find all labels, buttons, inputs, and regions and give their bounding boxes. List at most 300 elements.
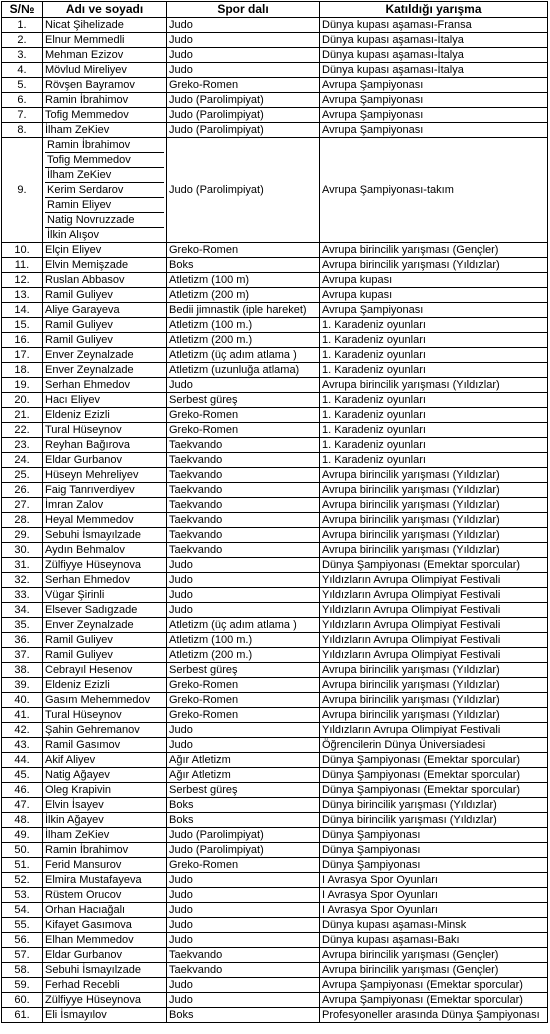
row-name: Elsever Sadıgzade — [43, 603, 167, 618]
row-number: 38. — [2, 663, 43, 678]
table-row — [2, 693, 548, 708]
table-row — [2, 48, 548, 63]
row-name: Tofig Memmedov — [43, 108, 167, 123]
row-number: 2. — [2, 33, 43, 48]
row-event: Yıldızların Avrupa Olimpiyat Festivali — [320, 588, 548, 603]
row-name: Serhan Ehmedov — [43, 378, 167, 393]
row-sport: Atletizm (100 m.) — [167, 633, 320, 648]
table-row — [2, 933, 548, 948]
row-event: Avrupa birincilik yarışması (Yıldızlar) — [320, 513, 548, 528]
row-event: Avrupa birincilik yarışması (Yıldızlar) — [320, 678, 548, 693]
row-event: Avrupa birincilik yarışması (Yıldızlar) — [320, 483, 548, 498]
row-number: 50. — [2, 843, 43, 858]
row-name: Aydın Behmalov — [43, 543, 167, 558]
row-sport: Taekvando — [167, 513, 320, 528]
row-name: Ramil Guliyev — [43, 648, 167, 663]
row-number: 60. — [2, 993, 43, 1008]
table-row — [2, 318, 548, 333]
table-row — [2, 903, 548, 918]
row-name: Şahin Gehremanov — [43, 723, 167, 738]
row-sport: Judo — [167, 18, 320, 33]
row-sport: Boks — [167, 813, 320, 828]
row-event: 1. Karadeniz oyunları — [320, 438, 548, 453]
row-sport: Taekvando — [167, 468, 320, 483]
table-row — [2, 453, 548, 468]
row-number: 54. — [2, 903, 43, 918]
table-row — [2, 108, 548, 123]
row-sport: Judo (Parolimpiyat) — [167, 93, 320, 108]
row-number: 51. — [2, 858, 43, 873]
row-sport: Atletizm (üç adım atlama ) — [167, 348, 320, 363]
row-sport: Serbest güreş — [167, 783, 320, 798]
table-row — [2, 288, 548, 303]
table-row — [2, 438, 548, 453]
row-number: 48. — [2, 813, 43, 828]
row-sport: Judo (Parolimpiyat) — [167, 108, 320, 123]
row-name: Ramil Guliyev — [43, 633, 167, 648]
table-row — [2, 423, 548, 438]
table-row — [2, 633, 548, 648]
row-number: 52. — [2, 873, 43, 888]
row-sport: Judo — [167, 738, 320, 753]
row-event: Dünya kupası aşaması-İtalya — [320, 48, 548, 63]
row-sport: Taekvando — [167, 453, 320, 468]
table-row — [2, 33, 548, 48]
row-number: 42. — [2, 723, 43, 738]
row-event: Dünya Şampiyonası (Emektar sporcular) — [320, 558, 548, 573]
row-event: Dünya Şampiyonası (Emektar sporcular) — [320, 783, 548, 798]
row-event: Dünya Şampiyonası (Emektar sporcular) — [320, 768, 548, 783]
row-sport: Judo (Parolimpiyat) — [167, 138, 320, 243]
table-row — [2, 378, 548, 393]
row-name: Cebrayıl Hesenov — [43, 663, 167, 678]
row-number: 40. — [2, 693, 43, 708]
table-row — [2, 483, 548, 498]
row-sport: Taekvando — [167, 528, 320, 543]
table-row — [2, 468, 548, 483]
table-row — [2, 753, 548, 768]
row-event: Avrupa birincilik yarışması (Gençler) — [320, 243, 548, 258]
row-name: Tural Hüseynov — [43, 423, 167, 438]
row-event: Avrupa birincilik yarışması (Gençler) — [320, 963, 548, 978]
row-number: 9. — [2, 138, 43, 243]
table-row — [2, 18, 548, 33]
row-sport: Taekvando — [167, 948, 320, 963]
row-event: Dünya Şampiyonası — [320, 843, 548, 858]
row-name: Enver Zeynalzade — [43, 363, 167, 378]
row-name: Nicat Şihelizade — [43, 18, 167, 33]
row-name: Mehman Ezizov — [43, 48, 167, 63]
row-number: 37. — [2, 648, 43, 663]
table-row — [2, 828, 548, 843]
row-sport: Judo — [167, 48, 320, 63]
row-event: Dünya kupası aşaması-İtalya — [320, 63, 548, 78]
row-name: İlham ZeKiev — [43, 828, 167, 843]
row-event: Avrupa Şampiyonası — [320, 303, 548, 318]
row-name: Ramil Gasımov — [43, 738, 167, 753]
row-number: 53. — [2, 888, 43, 903]
row-event: 1. Karadeniz oyunları — [320, 453, 548, 468]
row-number: 12. — [2, 273, 43, 288]
row-sport: Judo — [167, 978, 320, 993]
row-event: Avrupa birincilik yarışması (Yıldızlar) — [320, 468, 548, 483]
table-row — [2, 408, 548, 423]
row-sport: Atletizm (100 m.) — [167, 318, 320, 333]
row-name: Ramin İbrahimov — [43, 843, 167, 858]
row-name: Vügar Şirinli — [43, 588, 167, 603]
row-event: 1. Karadeniz oyunları — [320, 408, 548, 423]
row-name: Ferid Mansurov — [43, 858, 167, 873]
row-sport: Bedii jimnastik (iple hareket) — [167, 303, 320, 318]
table-row — [2, 858, 548, 873]
row-event: Dünya kupası aşaması-İtalya — [320, 33, 548, 48]
row-event: Avrupa birincilik yarışması (Yıldızlar) — [320, 543, 548, 558]
row-number: 30. — [2, 543, 43, 558]
row-sport: Taekvando — [167, 498, 320, 513]
table-row — [2, 63, 548, 78]
row-number: 31. — [2, 558, 43, 573]
row-name: Eldar Gurbanov — [43, 453, 167, 468]
row-number: 13. — [2, 288, 43, 303]
row-number: 55. — [2, 918, 43, 933]
row-number: 26. — [2, 483, 43, 498]
row-sport: Judo — [167, 888, 320, 903]
row-event: 1. Karadeniz oyunları — [320, 393, 548, 408]
table-row — [2, 648, 548, 663]
row-sport: Greko-Romen — [167, 693, 320, 708]
row-sport: Serbest güreş — [167, 393, 320, 408]
table-row — [2, 138, 548, 243]
row-event: Avrupa Şampiyonası (Emektar sporcular) — [320, 978, 548, 993]
table-row — [2, 873, 548, 888]
row-name: Faig Tanrıverdiyev — [43, 483, 167, 498]
row-number: 7. — [2, 108, 43, 123]
row-name: Sebuhi İsmayılzade — [43, 963, 167, 978]
row-event: Dünya kupası aşaması-Bakı — [320, 933, 548, 948]
table-row — [2, 348, 548, 363]
row-name: Ferhad Recebli — [43, 978, 167, 993]
row-number: 23. — [2, 438, 43, 453]
row-event: 1. Karadeniz oyunları — [320, 333, 548, 348]
row-event: I Avrasya Spor Oyunları — [320, 888, 548, 903]
row-name: Serhan Ehmedov — [43, 573, 167, 588]
row-name: Ramil Guliyev — [43, 288, 167, 303]
row-event: Yıldızların Avrupa Olimpiyat Festivali — [320, 573, 548, 588]
header-sport: Spor dalı — [167, 2, 320, 18]
row-number: 19. — [2, 378, 43, 393]
header-event: Katıldığı yarışma — [320, 2, 548, 18]
row-event: Avrupa birincilik yarışması (Yıldızlar) — [320, 378, 548, 393]
row-event: Dünya Şampiyonası (Emektar sporcular) — [320, 753, 548, 768]
row-sport: Judo — [167, 993, 320, 1008]
row-number: 14. — [2, 303, 43, 318]
row-number: 33. — [2, 588, 43, 603]
row-name: Eldar Gurbanov — [43, 948, 167, 963]
row-event: Yıldızların Avrupa Olimpiyat Festivali — [320, 633, 548, 648]
row-number: 34. — [2, 603, 43, 618]
table-row — [2, 603, 548, 618]
row-sport: Judo — [167, 588, 320, 603]
row-name: Oleg Krapivin — [43, 783, 167, 798]
row-name: Elnur Memmedli — [43, 33, 167, 48]
row-number: 49. — [2, 828, 43, 843]
row-number: 21. — [2, 408, 43, 423]
table-row — [2, 363, 548, 378]
row-name: Natig Novruzzade — [45, 213, 164, 228]
table-row — [2, 978, 548, 993]
table-row — [2, 678, 548, 693]
row-sport: Greko-Romen — [167, 708, 320, 723]
row-sport: Taekvando — [167, 543, 320, 558]
row-event: Dünya kupası aşaması-Minsk — [320, 918, 548, 933]
row-event: Avrupa birincilik yarışması (Yıldızlar) — [320, 663, 548, 678]
row-number: 58. — [2, 963, 43, 978]
row-sport: Judo — [167, 573, 320, 588]
row-number: 35. — [2, 618, 43, 633]
table-row — [2, 1008, 548, 1023]
row-event: Dünya Şampiyonası — [320, 828, 548, 843]
row-number: 20. — [2, 393, 43, 408]
table-row — [2, 663, 548, 678]
row-name: Elhan Memmedov — [43, 933, 167, 948]
row-event: Avrupa kupası — [320, 288, 548, 303]
table-row — [2, 843, 548, 858]
table-row — [2, 543, 548, 558]
row-event: Avrupa Şampiyonası — [320, 123, 548, 138]
row-name: Akif Aliyev — [43, 753, 167, 768]
athletes-table — [1, 1, 548, 1023]
row-sport: Taekvando — [167, 438, 320, 453]
table-row — [2, 948, 548, 963]
row-sport: Judo — [167, 918, 320, 933]
row-sport: Atletizm (uzunluğa atlama) — [167, 363, 320, 378]
row-sport: Greko-Romen — [167, 678, 320, 693]
row-event: Yıldızların Avrupa Olimpiyat Festivali — [320, 648, 548, 663]
row-number: 56. — [2, 933, 43, 948]
row-name: Elçin Eliyev — [43, 243, 167, 258]
row-name: Ramil Guliyev — [43, 318, 167, 333]
header-no: S/№ — [2, 2, 43, 18]
row-event: Avrupa Şampiyonası — [320, 108, 548, 123]
table-row — [2, 303, 548, 318]
row-sport: Boks — [167, 258, 320, 273]
row-sport: Ağır Atletizm — [167, 753, 320, 768]
row-name: Tofig Memmedov — [45, 153, 164, 168]
table-row — [2, 123, 548, 138]
row-sport: Atletizm (200 m.) — [167, 333, 320, 348]
row-number: 28. — [2, 513, 43, 528]
row-number: 39. — [2, 678, 43, 693]
row-sport: Greko-Romen — [167, 78, 320, 93]
row-name: Rövşen Bayramov — [43, 78, 167, 93]
row-name: Hüseyn Mehreliyev — [43, 468, 167, 483]
row-name: İlkin Alışov — [47, 229, 99, 241]
table-row — [2, 513, 548, 528]
row-sport: Judo — [167, 603, 320, 618]
row-name: Ramil Guliyev — [43, 333, 167, 348]
table-row — [2, 333, 548, 348]
row-name: Eli İsmayılov — [43, 1008, 167, 1023]
table-row — [2, 888, 548, 903]
row-sport: Judo — [167, 723, 320, 738]
row-number: 46. — [2, 783, 43, 798]
row-sport: Boks — [167, 798, 320, 813]
table-body — [2, 18, 548, 1023]
row-number: 18. — [2, 363, 43, 378]
row-sport: Judo (Parolimpiyat) — [167, 123, 320, 138]
table-row — [2, 993, 548, 1008]
row-number: 61. — [2, 1008, 43, 1023]
row-sport: Judo — [167, 33, 320, 48]
header-row — [2, 2, 548, 18]
row-event: 1. Karadeniz oyunları — [320, 318, 548, 333]
row-sport: Atletizm (100 m) — [167, 273, 320, 288]
row-sport: Greko-Romen — [167, 408, 320, 423]
table-row — [2, 528, 548, 543]
row-number: 16. — [2, 333, 43, 348]
table-row — [2, 963, 548, 978]
table-row — [2, 558, 548, 573]
row-event: Avrupa birincilik yarışması (Yıldızlar) — [320, 693, 548, 708]
row-name: Eldeniz Ezizli — [43, 408, 167, 423]
row-event: Yıldızların Avrupa Olimpiyat Festivali — [320, 618, 548, 633]
row-name: Reyhan Bağırova — [43, 438, 167, 453]
row-sport: Judo — [167, 933, 320, 948]
row-sport: Judo — [167, 903, 320, 918]
table-row — [2, 798, 548, 813]
row-number: 24. — [2, 453, 43, 468]
row-name: Kerim Serdarov — [45, 183, 164, 198]
row-number: 4. — [2, 63, 43, 78]
row-event: 1. Karadeniz oyunları — [320, 363, 548, 378]
row-event: Avrupa Şampiyonası — [320, 93, 548, 108]
table-row — [2, 708, 548, 723]
table-row — [2, 93, 548, 108]
row-name: İlham ZeKiev — [43, 123, 167, 138]
row-number: 11. — [2, 258, 43, 273]
row-name: İlham ZeKiev — [45, 168, 164, 183]
table-row — [2, 243, 548, 258]
row-sport: Ağır Atletizm — [167, 768, 320, 783]
row-sport: Judo — [167, 378, 320, 393]
row-number: 57. — [2, 948, 43, 963]
table-row — [2, 273, 548, 288]
row-event: Profesyoneller arasında Dünya Şampiyonası — [320, 1008, 548, 1023]
row-name: Sebuhi İsmayılzade — [43, 528, 167, 543]
row-name: Ruslan Abbasov — [43, 273, 167, 288]
row-event: Avrupa birincilik yarışması (Gençler) — [320, 948, 548, 963]
table-row — [2, 618, 548, 633]
row-name: Aliye Garayeva — [43, 303, 167, 318]
row-event: Avrupa birincilik yarışması (Yıldızlar) — [320, 528, 548, 543]
row-number: 41. — [2, 708, 43, 723]
row-sport: Greko-Romen — [167, 423, 320, 438]
row-number: 47. — [2, 798, 43, 813]
row-name: Enver Zeynalzade — [43, 348, 167, 363]
row-number: 59. — [2, 978, 43, 993]
row-number: 43. — [2, 738, 43, 753]
row-name: Mövlud Mireliyev — [43, 63, 167, 78]
table-row — [2, 738, 548, 753]
row-name: Hacı Eliyev — [43, 393, 167, 408]
row-name: Rüstem Orucov — [43, 888, 167, 903]
row-sport: Greko-Romen — [167, 243, 320, 258]
row-sport: Serbest güreş — [167, 663, 320, 678]
row-number: 29. — [2, 528, 43, 543]
row-sport: Taekvando — [167, 483, 320, 498]
row-number: 36. — [2, 633, 43, 648]
row-event: Avrupa Şampiyonası — [320, 78, 548, 93]
table-row — [2, 783, 548, 798]
table-row — [2, 918, 548, 933]
row-event: Dünya kupası aşaması-Fransa — [320, 18, 548, 33]
row-event: I Avrasya Spor Oyunları — [320, 873, 548, 888]
row-sport: Boks — [167, 1008, 320, 1023]
row-event: Avrupa birincilik yarışması (Yıldızlar) — [320, 708, 548, 723]
row-number: 45. — [2, 768, 43, 783]
row-event: Dünya birincilik yarışması (Yıldızlar) — [320, 813, 548, 828]
table-row — [2, 78, 548, 93]
row-name: Elvin Memişzade — [43, 258, 167, 273]
row-event: Yıldızların Avrupa Olimpiyat Festivali — [320, 603, 548, 618]
row-event: Avrupa Şampiyonası-takım — [320, 138, 548, 243]
row-number: 3. — [2, 48, 43, 63]
row-sport: Judo — [167, 558, 320, 573]
row-event: Avrupa Şampiyonası (Emektar sporcular) — [320, 993, 548, 1008]
row-number: 17. — [2, 348, 43, 363]
row-sport: Greko-Romen — [167, 858, 320, 873]
row-number: 44. — [2, 753, 43, 768]
row-sport: Atletizm (üç adım atlama ) — [167, 618, 320, 633]
row-name: Zülfiyye Hüseynova — [43, 993, 167, 1008]
row-name: Orhan Hacıağalı — [43, 903, 167, 918]
row-number: 27. — [2, 498, 43, 513]
row-sport: Judo (Parolimpiyat) — [167, 843, 320, 858]
row-number: 32. — [2, 573, 43, 588]
row-name: Heyal Memmedov — [43, 513, 167, 528]
row-sport: Atletizm (200 m.) — [167, 648, 320, 663]
table-row — [2, 588, 548, 603]
row-event: Avrupa kupası — [320, 273, 548, 288]
table-row — [2, 573, 548, 588]
table-row — [2, 768, 548, 783]
row-name: Elvin İsayev — [43, 798, 167, 813]
row-name: Tural Hüseynov — [43, 708, 167, 723]
row-sport: Judo (Parolimpiyat) — [167, 828, 320, 843]
row-sport: Judo — [167, 63, 320, 78]
row-number: 10. — [2, 243, 43, 258]
row-event: I Avrasya Spor Oyunları — [320, 903, 548, 918]
row-name: Natig Ağayev — [43, 768, 167, 783]
row-sport: Taekvando — [167, 963, 320, 978]
row-event: 1. Karadeniz oyunları — [320, 423, 548, 438]
row-name: Gasım Mehemmedov — [43, 693, 167, 708]
row-name: Ramin Eliyev — [45, 198, 164, 213]
row-event: Avrupa birincilik yarışması (Yıldızlar) — [320, 498, 548, 513]
table-row — [2, 393, 548, 408]
row-sport: Atletizm (200 m) — [167, 288, 320, 303]
row-number: 6. — [2, 93, 43, 108]
table-row — [2, 813, 548, 828]
row-sport: Judo — [167, 873, 320, 888]
row-name: Ramin İbrahimov — [43, 93, 167, 108]
table-row — [2, 723, 548, 738]
row-name: İmran Zalov — [43, 498, 167, 513]
row-number: 15. — [2, 318, 43, 333]
row-name: Zülfiyye Hüseynova — [43, 558, 167, 573]
row-name: Elmira Mustafayeva — [43, 873, 167, 888]
row-event: Yıldızların Avrupa Olimpiyat Festivali — [320, 723, 548, 738]
